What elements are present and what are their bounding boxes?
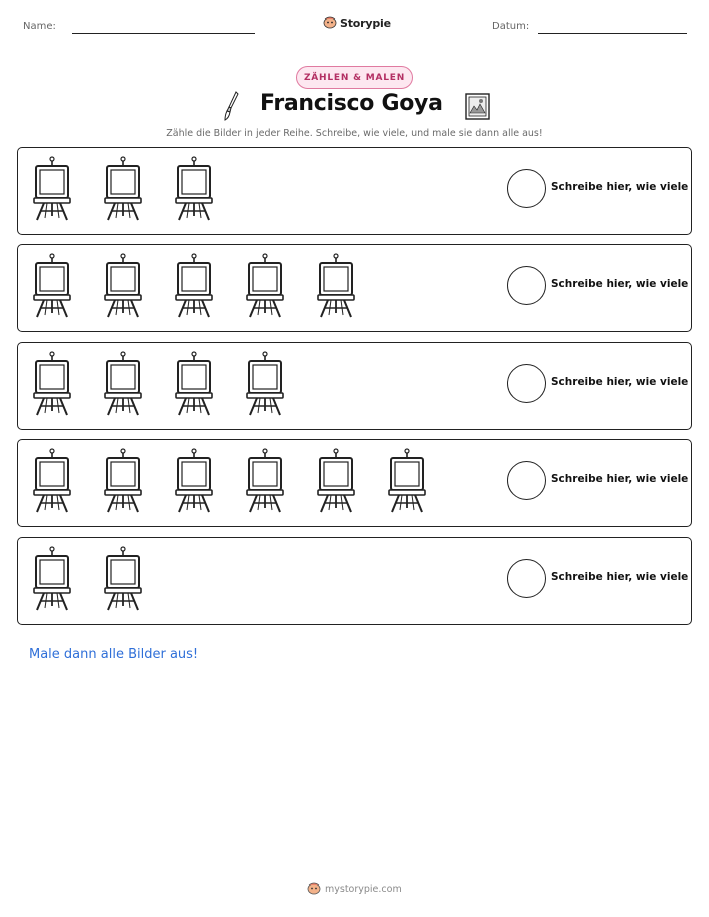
easel-icon: [101, 351, 172, 421]
pie-mascot-icon: [323, 14, 337, 33]
painting-frame-icon: [465, 93, 490, 124]
easel-icon: [30, 448, 101, 518]
storypie-logo: [323, 14, 391, 33]
counting-row: [17, 244, 692, 332]
answer-circle[interactable]: [507, 461, 546, 500]
footer-note: Male dann alle Bilder aus!: [29, 647, 199, 662]
easel-icon: [243, 351, 314, 421]
date-line: [538, 33, 687, 34]
answer-label: Schreibe hier, wie viele: [551, 571, 689, 583]
name-label: Name:: [23, 21, 56, 32]
easel-group: [30, 546, 172, 618]
answer-circle[interactable]: [507, 364, 546, 403]
easel-icon: [172, 351, 243, 421]
answer-circle[interactable]: [507, 169, 546, 208]
easel-group: [30, 253, 385, 325]
page-title: Francisco Goya: [260, 91, 443, 116]
paintbrush-icon: [224, 91, 240, 125]
easel-icon: [101, 546, 172, 616]
counting-row: [17, 147, 692, 235]
easel-icon: [243, 253, 314, 323]
instructions: Zähle die Bilder in jeder Reihe. Schreibe, wie viele, und male sie dann alle aus!: [166, 128, 543, 139]
answer-circle[interactable]: [507, 266, 546, 305]
name-line: [72, 33, 255, 34]
easel-icon: [30, 546, 101, 616]
easel-icon: [314, 253, 385, 323]
easel-group: [30, 448, 456, 520]
easel-icon: [101, 448, 172, 518]
worksheet-header: [0, 14, 709, 44]
site-footer: [307, 880, 402, 899]
answer-label: Schreibe hier, wie viele: [551, 376, 689, 388]
easel-icon: [101, 253, 172, 323]
easel-icon: [172, 253, 243, 323]
easel-icon: [172, 156, 243, 226]
logo-text: Storypie: [340, 17, 391, 30]
easel-icon: [172, 448, 243, 518]
easel-icon: [314, 448, 385, 518]
easel-group: [30, 351, 314, 423]
answer-label: Schreibe hier, wie viele: [551, 181, 689, 193]
date-label: Datum:: [492, 21, 530, 32]
easel-icon: [30, 351, 101, 421]
category-badge: ZÄHLEN & MALEN: [296, 66, 413, 89]
answer-label: Schreibe hier, wie viele: [551, 473, 689, 485]
counting-row: [17, 439, 692, 527]
easel-icon: [30, 156, 101, 226]
title-row: [0, 89, 709, 125]
easel-group: [30, 156, 243, 228]
easel-icon: [385, 448, 456, 518]
pie-mascot-icon: [307, 880, 321, 899]
counting-row: [17, 342, 692, 430]
easel-icon: [101, 156, 172, 226]
counting-row: [17, 537, 692, 625]
answer-circle[interactable]: [507, 559, 546, 598]
easel-icon: [243, 448, 314, 518]
easel-icon: [30, 253, 101, 323]
answer-label: Schreibe hier, wie viele: [551, 278, 689, 290]
site-url: mystorypie.com: [325, 884, 402, 895]
